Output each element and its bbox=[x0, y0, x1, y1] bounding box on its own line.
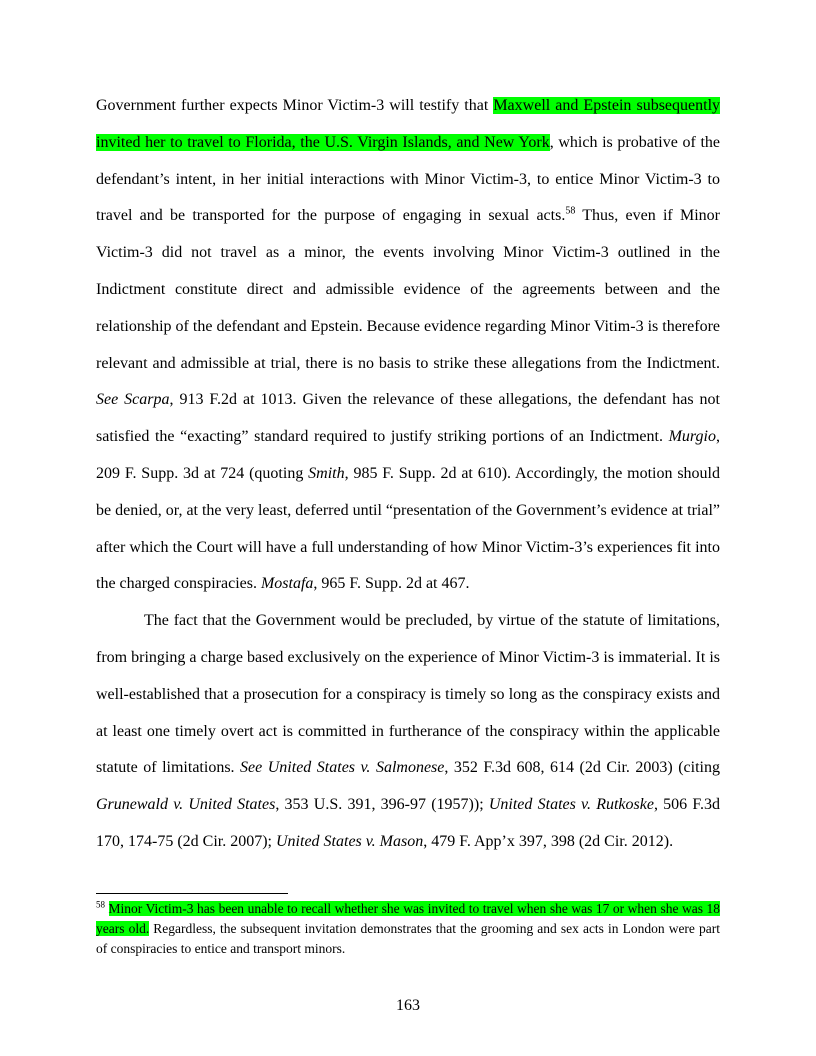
page-number: 163 bbox=[396, 997, 420, 1014]
text-run bbox=[105, 901, 109, 916]
text-run: , which is probative of the defendant’s intent, in her initial interactions with Minor Victim-3, to entice Minor Victim-3 to travel and be transported for the purpose of engaging in sexual acts. bbox=[96, 133, 720, 225]
body-paragraph-continuation bbox=[96, 88, 720, 603]
text-run: , 353 U.S. 391, 396-97 (1957)); bbox=[275, 796, 489, 814]
text-run: , 913 F.2d at 1013. Given the relevance of these allegations, the defendant has not satisfied the “exacting” standard required to justify striking portions of an Indictment. bbox=[96, 391, 720, 446]
text-run: , 985 F. Supp. 2d at 610). Accordingly, the motion should be denied, or, at the very least, deferred until “presentation of the Government’s evidence at trial” after which the Court will have a full understanding of how Minor Victim-3’s experiences fit into the charged conspiracies. bbox=[96, 464, 721, 593]
text-run: , 965 F. Supp. 2d at 467. bbox=[313, 575, 470, 593]
citation-italic: See United States v. Salmonese bbox=[240, 759, 445, 777]
text-run: Government further expects Minor Victim-3 will testify that bbox=[96, 97, 494, 114]
text-run: , 506 F.3d 170, 174-75 (2d Cir. 2007); bbox=[96, 796, 721, 850]
citation-italic: Murgio bbox=[668, 428, 716, 446]
footnote-marker: 58 bbox=[565, 206, 576, 218]
text-run: , 479 F. App’x 397, 398 (2d Cir. 2012). bbox=[423, 832, 674, 850]
footnote-58-text bbox=[96, 899, 720, 959]
text-run: , 352 F.3d 608, 614 (2d Cir. 2003) (citing bbox=[444, 759, 720, 777]
footnote-separator bbox=[96, 893, 288, 894]
highlighted-text: Maxwell and Epstein subsequently invited her to travel to Florida, the U.S. Virgin Islands, and New York bbox=[96, 97, 721, 151]
body-paragraph-statute-of-limitations bbox=[96, 603, 720, 861]
highlighted-text: Minor Victim-3 has been unable to recall whether she was invited to travel when she was 17 or when she was 18 years old. bbox=[96, 901, 721, 936]
footnote-block bbox=[96, 893, 720, 959]
citation-italic: United States v. Rutkoske bbox=[488, 796, 654, 814]
citation-italic: Mostafa bbox=[260, 575, 314, 593]
text-run: The fact that the Government would be precluded, by virtue of the statute of limitations, from bringing a charge based exclusively on the experience of Minor Victim-3 is immaterial. It is well-established that a prosecution for a conspiracy is timely so long as the conspiracy exists and at least one timely overt act is committed in furtherance of the conspiracy within the applicable statute of limitations. bbox=[96, 612, 720, 777]
text-run: Thus, even if Minor Victim-3 did not travel as a minor, the events involving Minor Victim-3 outlined in the Indictment constitute direct and admissible evidence of the agreements between and the relationship of the defendant and Epstein. Because evidence regarding Minor Vitim-3 is therefore relevant and admissible at trial, there is no basis to strike these allegations from the Indictment. bbox=[96, 207, 720, 372]
citation-italic: See Scarpa bbox=[96, 391, 170, 409]
body-text-block bbox=[96, 88, 720, 861]
citation-italic: United States v. Mason bbox=[276, 832, 424, 850]
footnote-marker: 58 bbox=[96, 899, 105, 910]
citation-italic: Grunewald v. United States bbox=[96, 796, 276, 814]
text-run: , 209 F. Supp. 3d at 724 (quoting bbox=[96, 428, 720, 482]
text-run: Regardless, the subsequent invitation demonstrates that the grooming and sex acts in London were part of conspiracies to entice and transport minors. bbox=[96, 921, 720, 956]
citation-italic: Smith bbox=[308, 464, 345, 482]
